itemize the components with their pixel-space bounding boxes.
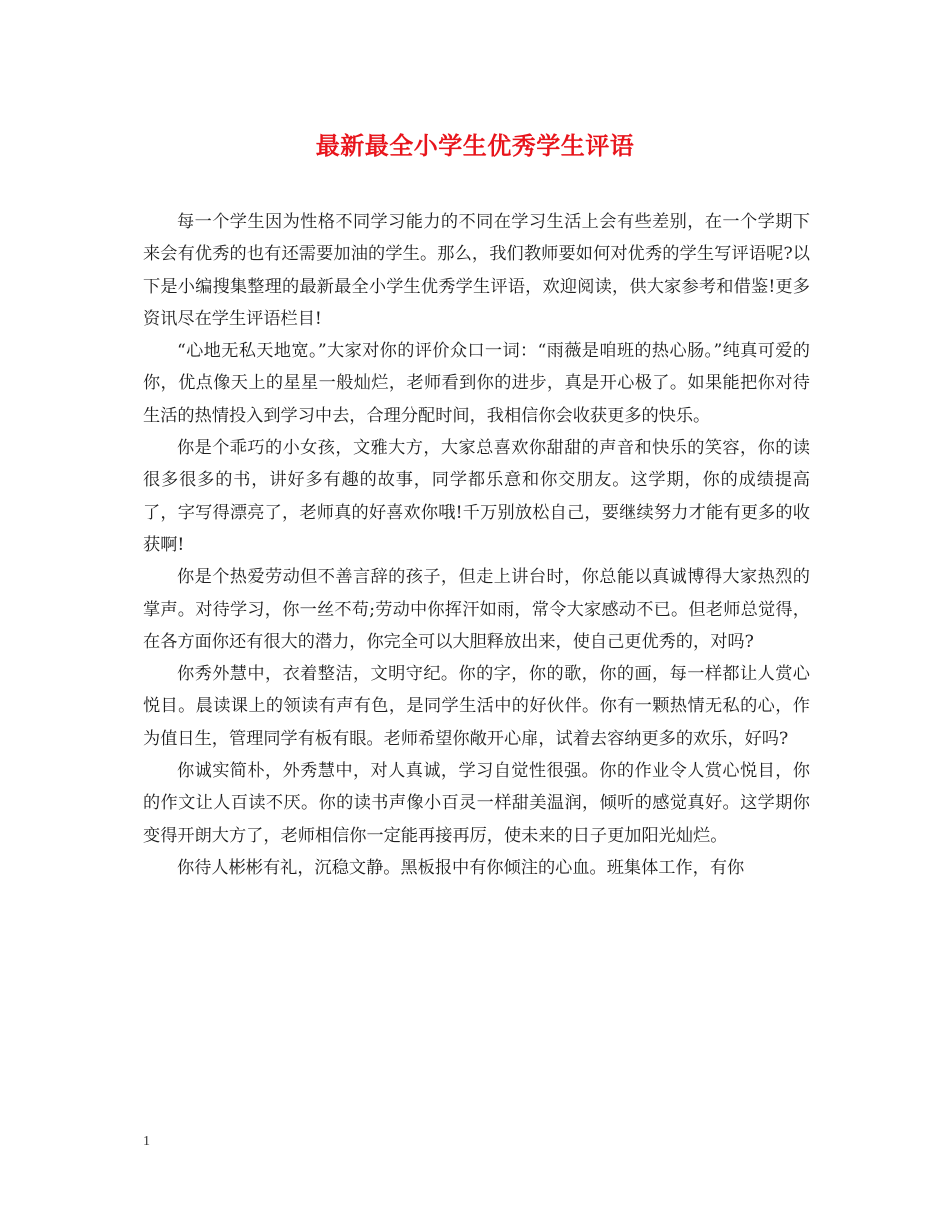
paragraph-intro: 每一个学生因为性格不同学习能力的不同在学习生活上会有些差别，在一个学期下来会有优秀的也有还需要加油的学生。那么，我们教师要如何对优秀的学生写评语呢?以下是小编搜集整理的最新最全小学生优秀学生评语，欢迎阅读，供大家参考和借鉴!更多资讯尽在学生评语栏目! — [143, 212, 810, 329]
paragraph-comment-4: 你秀外慧中，衣着整洁，文明守纪。你的字，你的歌，你的画，每一样都让人赏心悦目。晨读课上的领读有声有色，是同学生活中的好伙伴。你有一颗热情无私的心，作为值日生，管理同学有板有眼。老师希望你敞开心扉，试着去容纳更多的欢乐，好吗? — [143, 664, 810, 749]
paragraph-comment-6: 你待人彬彬有礼，沉稳文静。黑板报中有你倾注的心血。班集体工作，有你 — [177, 857, 745, 878]
paragraph-comment-5: 你诚实简朴，外秀慧中，对人真诚，学习自觉性很强。你的作业令人赏心悦目，你的作文让人百读不厌。你的读书声像小百灵一样甜美温润，倾听的感觉真好。这学期你变得开朗大方了，老师相信你一定能再接再厉，使未来的日子更加阳光灿烂。 — [143, 761, 810, 846]
paragraph-comment-1: “心地无私天地宽。”大家对你的评价众口一词：“雨薇是咱班的热心肠。”纯真可爱的你，优点像天上的星星一般灿烂，老师看到你的进步，真是开心极了。如果能把你对待生活的热情投入到学习中去，合理分配时间，我相信你会收获更多的快乐。 — [143, 341, 810, 426]
document-title: 最新最全小学生优秀学生评语 — [315, 132, 635, 160]
paragraph-comment-2: 你是个乖巧的小女孩，文雅大方，大家总喜欢你甜甜的声音和快乐的笑容，你的读很多很多的书，讲好多有趣的故事，同学都乐意和你交朋友。这学期，你的成绩提高了，字写得漂亮了，老师真的好喜欢你哦!千万别放松自己，要继续努力才能有更多的收获啊! — [143, 438, 810, 555]
document-body — [143, 206, 810, 884]
page-number: 1 — [143, 1134, 150, 1149]
paragraph-comment-3: 你是个热爱劳动但不善言辞的孩子，但走上讲台时，你总能以真诚博得大家热烈的掌声。对待学习，你一丝不苟;劳动中你挥汗如雨，常令大家感动不已。但老师总觉得，在各方面你还有很大的潜力，你完全可以大胆释放出来，使自己更优秀的，对吗? — [143, 567, 810, 652]
